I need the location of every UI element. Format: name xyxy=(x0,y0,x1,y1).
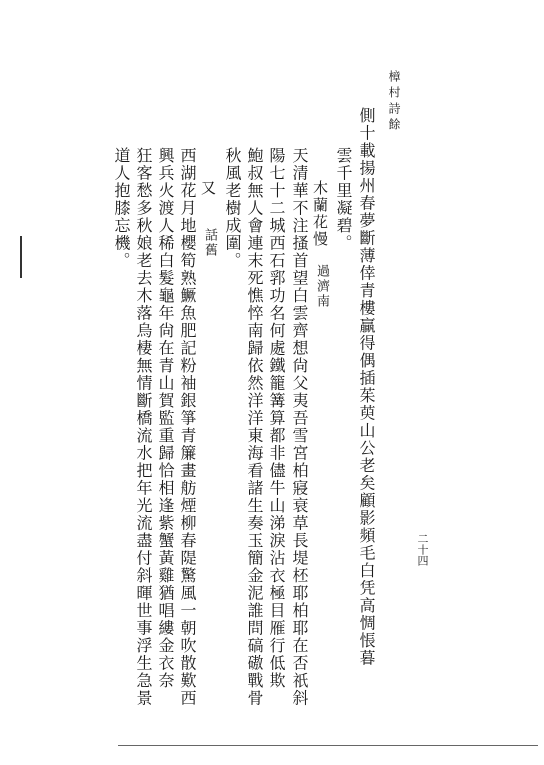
page-number: 二十四 xyxy=(416,533,429,566)
text-column-10: 道人抱膝忘機。 xyxy=(112,147,131,270)
poem-subtitle-huajiu: 話舊 xyxy=(202,228,217,258)
text-column-1: 側十載揚州春夢斷薄倖青樓贏得偶插茱萸山公老矣顧影頻毛白凭高惆悵暮 xyxy=(357,107,376,667)
bottom-rule xyxy=(118,745,538,746)
margin-mark xyxy=(20,236,22,278)
text-column-6: 秋風老樹成圍。 xyxy=(223,147,242,270)
running-header-title: 樟村詩餘 xyxy=(387,70,401,134)
text-column-3: 天清華不注搔首望白雲齊想尙父夷吾雪宮柏寢衰草長堤柸耶柏耶在否祇斜 xyxy=(290,147,309,707)
text-column-8: 興兵火渡人稀白髮龜年尙在青山賀監重歸恰相逢紫蟹黃雞猶唱縷金衣奈 xyxy=(156,147,175,690)
text-column-4: 陽七十二城西石郛功名何處鐵籠篝算都非儘牛山涕淚沾衣極目雁行低欺 xyxy=(267,147,286,690)
poem-title-mulanhuaman: 木蘭花慢 xyxy=(311,180,329,248)
text-column-7: 西湖花月地櫻筍熟鱖魚肥記粉袖銀箏青簾畫舫煙柳春隄驚風一朝吹散歎西 xyxy=(178,147,197,707)
poem-title-again: 又 xyxy=(199,180,217,197)
poem-subtitle-guojinan: 過濟南 xyxy=(314,264,329,309)
text-column-9: 狂客愁多秋娘老去木落烏棲無情斷橋流水把年光流盡付斜暉世事浮生急景 xyxy=(134,147,153,707)
text-column-2: 雲千里凝碧。 xyxy=(334,147,353,252)
text-column-5: 鮑叔無人會連末死憔悴南歸依然洋洋東海看諸生奏玉簡金泥誰問碻磝戰骨 xyxy=(245,147,264,707)
